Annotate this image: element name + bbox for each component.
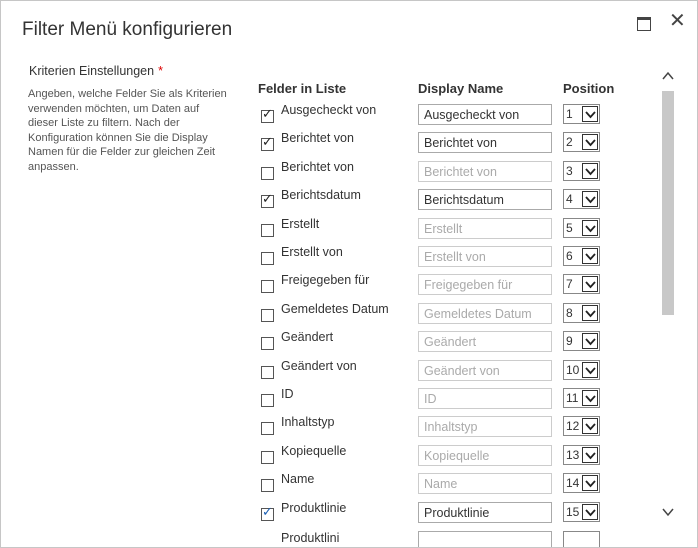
field-checkbox[interactable] — [261, 191, 274, 208]
display-name-input[interactable] — [418, 416, 552, 437]
display-name-input[interactable] — [418, 331, 552, 352]
field-row — [1, 217, 661, 246]
maximize-icon[interactable] — [637, 17, 651, 31]
position-select[interactable] — [563, 331, 600, 351]
position-value: 13 — [566, 448, 580, 462]
chevron-down-icon[interactable] — [582, 390, 598, 406]
field-row — [1, 472, 661, 501]
field-checkbox[interactable] — [261, 224, 274, 237]
field-checkbox[interactable] — [261, 280, 274, 293]
chevron-down-icon[interactable] — [582, 276, 598, 292]
display-name-input[interactable] — [418, 218, 552, 239]
chevron-down-icon[interactable] — [582, 305, 598, 321]
position-select[interactable] — [563, 416, 600, 436]
field-label: Kopiequelle — [281, 444, 347, 458]
position-value: 2 — [566, 135, 573, 149]
position-select[interactable] — [563, 246, 600, 266]
field-checkbox[interactable] — [261, 252, 274, 265]
position-value: 14 — [566, 476, 580, 490]
position-value: 1 — [566, 107, 573, 121]
column-header-fields: Felder in Liste — [258, 81, 347, 96]
position-select[interactable] — [563, 360, 600, 380]
position-select[interactable] — [563, 161, 600, 181]
display-name-input[interactable] — [418, 274, 552, 295]
required-marker: * — [158, 64, 163, 78]
column-header-display-name: Display Name — [418, 81, 504, 96]
field-checkbox[interactable] — [261, 134, 274, 151]
field-row — [1, 103, 661, 132]
checkmark-icon: ✓ — [262, 504, 273, 519]
position-select[interactable] — [563, 445, 600, 465]
field-checkbox[interactable] — [261, 422, 274, 435]
display-name-input[interactable] — [418, 303, 552, 324]
field-label: Gemeldetes Datum — [281, 302, 389, 316]
checkmark-icon: ✓ — [262, 134, 273, 149]
partial-display-field[interactable] — [418, 531, 552, 548]
chevron-down-icon[interactable] — [582, 333, 598, 349]
chevron-down-icon[interactable] — [582, 220, 598, 236]
field-label: Ausgecheckt von — [281, 103, 377, 117]
field-checkbox[interactable] — [261, 394, 274, 407]
position-value: 15 — [566, 505, 580, 519]
field-label: Erstellt — [281, 217, 320, 231]
display-name-input[interactable] — [418, 502, 552, 523]
chevron-down-icon[interactable] — [582, 362, 598, 378]
display-name-input[interactable] — [418, 473, 552, 494]
field-row — [1, 415, 661, 444]
display-name-input[interactable] — [418, 189, 552, 210]
chevron-down-icon[interactable] — [582, 475, 598, 491]
position-select[interactable] — [563, 388, 600, 408]
chevron-down-icon[interactable] — [582, 447, 598, 463]
field-label: Erstellt von — [281, 245, 343, 259]
field-row — [1, 501, 661, 530]
position-select[interactable] — [563, 303, 600, 323]
field-row — [1, 160, 661, 189]
display-name-input[interactable] — [418, 104, 552, 125]
scrollbar-thumb[interactable] — [662, 91, 674, 315]
scrollbar[interactable] — [659, 63, 677, 527]
chevron-down-icon[interactable] — [582, 134, 598, 150]
field-label: Produktlinie — [281, 501, 347, 515]
field-checkbox[interactable] — [261, 504, 274, 521]
chevron-down-icon[interactable] — [582, 163, 598, 179]
field-label: ID — [281, 387, 294, 401]
field-checkbox[interactable] — [261, 106, 274, 123]
field-row — [1, 302, 661, 331]
field-checkbox[interactable] — [261, 479, 274, 492]
position-value: 9 — [566, 334, 573, 348]
display-name-input[interactable] — [418, 132, 552, 153]
field-row — [1, 245, 661, 274]
position-value: 10 — [566, 363, 580, 377]
field-label: Name — [281, 472, 315, 486]
position-value: 7 — [566, 277, 573, 291]
field-row — [1, 330, 661, 359]
position-select[interactable] — [563, 473, 600, 493]
position-value: 5 — [566, 221, 573, 235]
field-row — [1, 387, 661, 416]
field-checkbox[interactable] — [261, 167, 274, 180]
chevron-down-icon[interactable] — [582, 418, 598, 434]
field-row — [1, 359, 661, 388]
scroll-down-icon[interactable] — [661, 505, 675, 519]
section-label — [29, 64, 163, 78]
position-select[interactable] — [563, 189, 600, 209]
field-row — [1, 444, 661, 473]
section-label-text: Kriterien Einstellungen — [29, 64, 155, 78]
checkmark-icon: ✓ — [262, 106, 273, 121]
field-checkbox[interactable] — [261, 451, 274, 464]
field-row — [1, 273, 661, 302]
field-label: Berichtsdatum — [281, 188, 361, 202]
field-label: Freigegeben für — [281, 273, 370, 287]
scroll-up-icon[interactable] — [661, 69, 675, 83]
field-label: Inhaltstyp — [281, 415, 335, 429]
display-name-input[interactable] — [418, 246, 552, 267]
position-select[interactable] — [563, 274, 600, 294]
checkmark-icon: ✓ — [262, 191, 273, 206]
field-label: Geändert — [281, 330, 334, 344]
position-select[interactable] — [563, 132, 600, 152]
position-select[interactable] — [563, 502, 600, 522]
position-value: 4 — [566, 192, 573, 206]
chevron-down-icon[interactable] — [582, 504, 598, 520]
partial-position-select[interactable] — [563, 531, 600, 548]
display-name-input[interactable] — [418, 360, 552, 381]
partial-field-label: Produktlini — [281, 531, 340, 545]
section-description: Angeben, welche Felder Sie als Kriterien verwenden möchten, um Daten auf dieser Liste zu filtern. Nach der Konfiguration können Sie die Display Namen für die Felder zur gleichen Zeit anpassen. — [28, 88, 227, 173]
display-name-input[interactable] — [418, 161, 552, 182]
chevron-down-icon[interactable] — [582, 106, 598, 122]
position-value: 3 — [566, 164, 573, 178]
chevron-down-icon[interactable] — [582, 191, 598, 207]
field-label: Berichtet von — [281, 131, 354, 145]
field-checkbox[interactable] — [261, 337, 274, 350]
position-select[interactable] — [563, 218, 600, 238]
close-icon[interactable]: ✕ — [669, 10, 686, 32]
position-value: 11 — [566, 391, 579, 405]
position-select[interactable] — [563, 104, 600, 124]
field-row — [1, 188, 661, 217]
field-row — [1, 131, 661, 160]
field-checkbox[interactable] — [261, 366, 274, 379]
partial-row — [1, 531, 661, 548]
position-value: 8 — [566, 306, 573, 320]
chevron-down-icon[interactable] — [582, 248, 598, 264]
position-value: 6 — [566, 249, 573, 263]
field-label: Geändert von — [281, 359, 357, 373]
dialog-title: Filter Menü konfigurieren — [22, 19, 233, 40]
column-header-position: Position — [563, 81, 615, 96]
field-checkbox[interactable] — [261, 309, 274, 322]
field-label: Berichtet von — [281, 160, 354, 174]
display-name-input[interactable] — [418, 445, 552, 466]
position-value: 12 — [566, 419, 580, 433]
display-name-input[interactable] — [418, 388, 552, 409]
